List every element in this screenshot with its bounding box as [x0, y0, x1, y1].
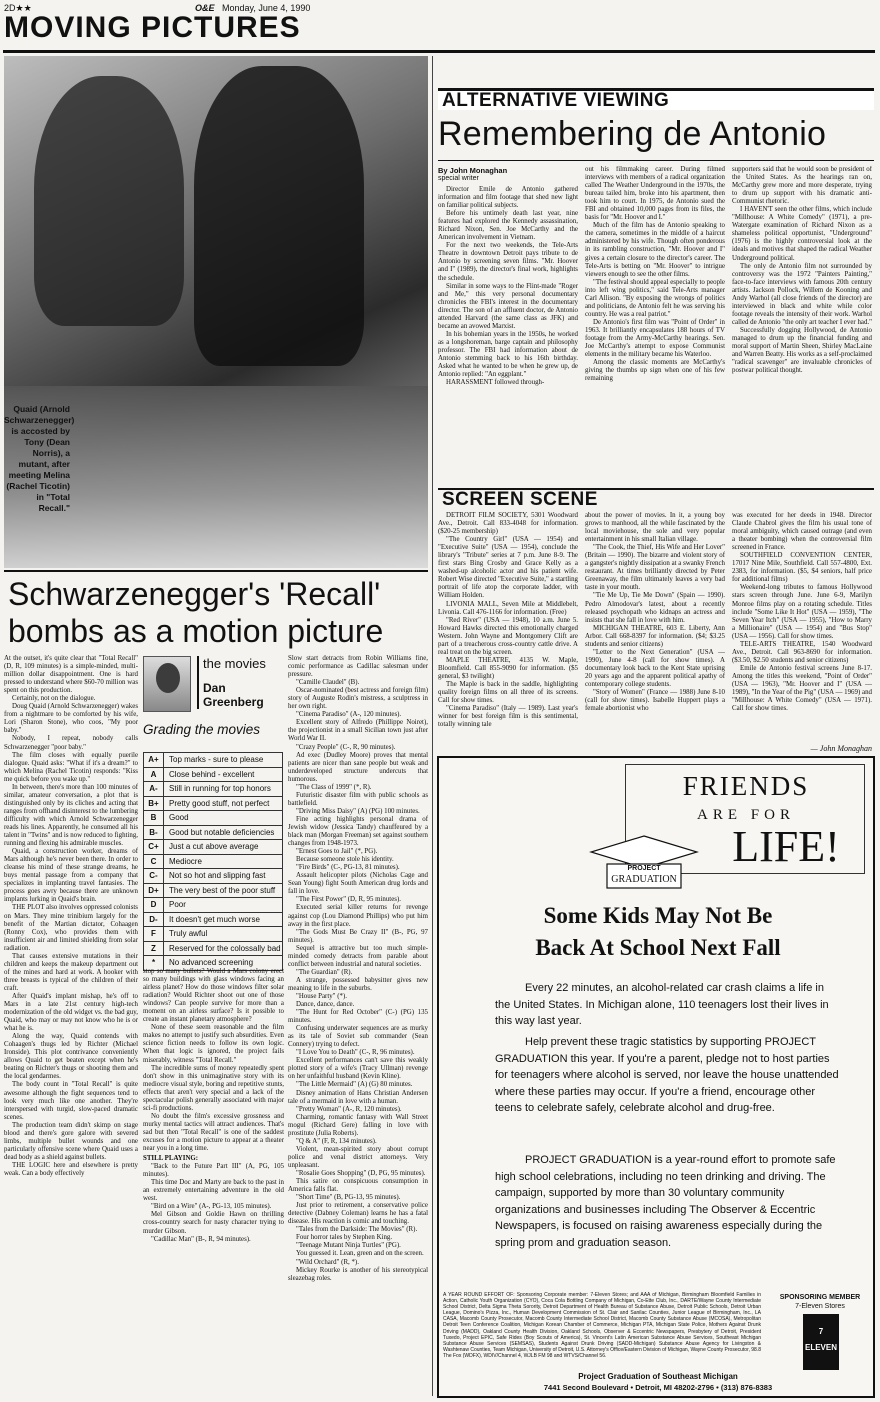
paragraph: Just prior to retirement, a conservative police detective (Dabney Coleman) learns he has a fatal disease. His reaction is comic and touching.	[288, 1202, 428, 1226]
screen-scene-title: SCREEN SCENE	[442, 489, 598, 510]
paragraph: supporters said that he would soon be president of the United States. As the hearings ran on, McCarthy grew more and more desperate, trying to drum up support with his dramatic anti-Communist rhetoric.	[732, 166, 872, 206]
grade-row	[144, 855, 282, 870]
logo-text: 7 ELEVEN	[804, 1327, 837, 1352]
paragraph: "The Guardian" (R).	[296, 968, 353, 976]
grade-row	[144, 913, 282, 928]
paragraph: out his filmmaking career. During filmed interviews with members of a radical organization called The Weather Underground in the 1970s, the bureau tailed him, broke into his apartment, then took him to court. In 1975, de Antonio sued the FBI and obtained 10,000 pages from its files, the basis for "Mr. Hoover and I."	[585, 166, 725, 222]
paragraph: The only de Antonio film not surrounded by controversy was the 1972 "Painters Painting," face-to-face interviews with famous 20th century artists. Jackson Pollock, Willem de Kooning and Andy Warhol (all close friends of the director) are interviewed in black and white while color footage reveals the intensity of their work. Warhol called de Antonio "the only art teacher I ever had."	[732, 262, 872, 326]
paragraph: MAPLE THEATRE, 4135 W. Maple, Bloomfield. Call 855-9090 for information. ($5 general, $3 twilight)	[438, 656, 578, 680]
paragraph: Because someone stole his identity.	[296, 856, 394, 864]
grade-description: The very best of the poor stuff	[169, 885, 276, 895]
paragraph: Nobody, I repeat, nobody calls Schwarzenegger "poor baby."	[4, 735, 138, 751]
paragraph: Assault helicopter pilots (Nicholas Cage and Sean Young) fight South American drug lords and fall in love.	[288, 872, 428, 896]
grade-letter: D	[144, 898, 164, 912]
paragraph: "House Party" (*).	[296, 992, 347, 1000]
paragraph: Confusing underwater sequences are as murky as its tale of Soviet sub commander (Sean Connery) trying to defect.	[288, 1025, 428, 1049]
screen-scene-column-1	[438, 512, 578, 752]
paragraph: about the power of movies. In it, a young boy grows to manhood, all the while fascinated by the local moviehouse, the sole and very popular entertainment in his small Italian village.	[585, 512, 725, 544]
columnist-head	[156, 663, 180, 693]
paragraph: "Bird on a Wire" (A-, PG-13, 105 minutes).	[151, 1203, 272, 1211]
paragraph: That causes extensive mutations in their children and keeps the makeup department out of the mines and hard at work. A hooker with three breasts is typical of the children of their craft.	[4, 952, 138, 992]
paragraph: "The First Power" (D, R, 95 minutes).	[296, 896, 401, 904]
paragraph: "The festival should appeal especially to people into left wing politics," said Tele-Arts manager Carl Allison. "By exposing the wrongs of politics and politicians, de Antonio felt he was serving his country. He was a real patriot."	[585, 278, 725, 318]
paragraph: "Driving Miss Daisy" (A) (PG) 100 minutes.	[296, 807, 420, 815]
paragraph: You guessed it. Lean, green and on the screen.	[296, 1250, 424, 1258]
paragraph: "Crazy People" (C-, R, 90 minutes).	[296, 743, 396, 751]
grade-description: Not so hot and slipping fast	[169, 871, 266, 881]
paragraph: Slow start detracts from Robin Williams fine, comic performance as Cadillac salesman under pressure.	[288, 655, 428, 679]
byline-text	[197, 656, 283, 709]
seven-eleven-logo	[803, 1314, 839, 1370]
paragraph: The body count in "Total Recall" is quite awesome although the fight sequences tend to look very much like one another. They're interspersed with turgid, slow-paced dramatic scenes.	[4, 1081, 138, 1121]
grade-description: Pretty good stuff, not perfect	[169, 798, 270, 808]
paragraph: In his bohemian years in the 1950s, he worked as a longshoreman, barge captain and philosophy professor. The FBI had information about de Antonio stemming back to his 16th birthday. Asked what he wanted to be when he grew up, de Antonio replied: "An eggplant."	[438, 330, 578, 379]
grade-letter: Z	[144, 942, 164, 956]
paragraph: "Rosalie Goes Shopping" (D, PG, 95 minutes).	[296, 1170, 426, 1177]
paragraph: Mickey Rourke is another of his stereotypical sleazebag roles.	[288, 1266, 428, 1282]
paragraph: None of these seem reasonable and the film makes no attempt to justify such absurdities. Even science fiction needs to follow its own logic. When that logic is ignored, the project fails miserably, witness "Total Recall."	[143, 1024, 284, 1064]
paragraph: TELE-ARTS THEATRE, 1540 Woodward Ave., Detroit. Call 963-8690 for information. ($3.50, $2.50 students and senior citizens)	[732, 640, 872, 664]
paragraph: The film closes with equally puerile dialogue. Quaid asks: "What if it's a dream?" to which Melina (Rachel Ticotin) responds: "Kiss me quick before you wake up."	[4, 751, 138, 783]
paragraph: "Short Time" (B, PG-13, 95 minutes).	[296, 1194, 401, 1202]
grade-letter: A+	[144, 753, 164, 767]
paragraph: "The Cook, the Thief, His Wife and Her Lover" (Britain — 1990). The bizarre and violent story of a gangster's nightly dissipation at a swanky French restaurant. At times brilliantly directed by Peter Greenaway, the film ultimately leaves a very bad taste in your mouth.	[585, 544, 725, 592]
byline-name1: Dan	[203, 681, 226, 695]
photo-figure-right	[194, 66, 364, 366]
review-column-1	[4, 655, 138, 1395]
photo-rule	[4, 570, 428, 572]
paragraph: "Q & A" (F, R, 134 minutes).	[296, 1137, 377, 1145]
paragraph: This satire on conspicuous consumption in America falls flat.	[288, 1178, 428, 1194]
paragraph: "Cinema Paradiso" (A-, 120 minutes).	[296, 711, 402, 719]
alt-viewing-bar	[438, 88, 874, 110]
alt-column-1	[438, 186, 578, 486]
paragraph: Executed serial killer returns for revenge against cop (Lou Diamond Phillips) who put him away in the first place.	[288, 904, 428, 928]
columnist-photo	[143, 656, 191, 712]
grade-row	[144, 898, 282, 913]
moving-pictures-title: MOVING PICTURES	[4, 11, 301, 44]
ad-headline-2: Back At School Next Fall	[535, 935, 781, 960]
ad-fine-print: A YEAR ROUND EFFORT OF: Sponsoring Corporate member: 7-Eleven Stores; and AAA of Michigan, Birmingham Bloomfield Families in Action, Catholic Youth Organization (CYO), Coca Cola Bottling Company of Michigan, Co-Ette Club, Inc., DARTE/Wayne County Intermediate School District, Delta Sigma Theta Sorority, Detroit Department of Health Bureau of Substance Abuse, Detroit Public Schools, Detroit Urban League, Domino's Pizza, Inc., Human Development Commission of St. Clair and Sanilac Counties, Junior League of Birmingham, Inc., LA CASA, Macomb County Prosecutor, Macomb County Intermediate School District, Macomb County Substance Abuse (MCOSA), Metropolitan Detroit Teen Conference Coalition, Michigan Korean Chamber of Commerce, Michigan PTA, Michigan State Police, Mothers Against Drunk Driving (MADD), Oakland County Health Division, Oakland Schools, Observer & Eccentric Newspapers, Presbytery of Detroit, President Tuxedo, Project EPIC, Safe Rides (Boy Scouts of America), St. Vincent's Latin American Substance Abuse Services, Southeast Michigan Substance Abuse Services (SEMSAS), Students Against Drunk Driving (SADD-Michigan) Substance Abuse Agency for Livingston & Washtenaw Counties, Team Michigan, University of Detroit, U.S. Attorney's Office/Eastern Division of Michigan, Wayne County Prosecutor, 98.8 The Fox (WDFX), WDIV/Channel 4, WJLB FM 98 and WTVS/Channel 56.	[443, 1292, 761, 1359]
grade-letter: B-	[144, 826, 164, 840]
grade-letter: A-	[144, 782, 164, 796]
grade-description: Just a cut above average	[169, 842, 259, 852]
paragraph: THE PLOT also involves oppressed colonists on Mars. They mine trinibium largely for the benefit of the Martian dictator, Cohaagen (Ronny Cox), who provides them with insufficient air and limited shielding from solar radiation.	[4, 904, 138, 952]
paragraph: Among the classic moments are McCarthy's giving the thumbs up sign when one of his few remaining	[585, 359, 725, 383]
grade-letter: B+	[144, 797, 164, 811]
paragraph: "Ernest Goes to Jail" (*, PG).	[296, 848, 378, 856]
ad-top-life: LIFE!	[732, 822, 840, 871]
paragraph: The production team didn't skimp on stage blood and there's gore galore with severed limbs, multiple bullet wounds and one particularly offensive scene where Quaid uses a dead body as a shield against bullets.	[4, 1121, 138, 1161]
grade-description: Truly awful	[169, 929, 208, 939]
grade-row	[144, 942, 282, 957]
paragraph: THE LOGIC here and elsewhere is pretty weak. Can a body effectively	[4, 1161, 138, 1177]
grade-description: Good but notable deficiencies	[169, 827, 275, 837]
paragraph: In between, there's more than 100 minutes of similar, amateur conversation, a plot that is distinguished only by its cliches and acting that ranges from offhand disinterest to the lumbering difficulty with which Arnold Schwarzenegger reads his lines. Apparently, he consumed all his talent in "Twins" and is now reduced to fighting, running and flexing his admirable muscles.	[4, 783, 138, 848]
paragraph: "Wild Orchard" (R, *).	[296, 1258, 359, 1266]
grade-row	[144, 811, 282, 826]
paragraph: Futuristic disaster film with public schools as battlefield.	[288, 791, 428, 807]
paragraph: The incredible sums of money repeatedly spent don't show in this unimaginative story with its mediocre visual style, boring and repetitive stunts, effects that aren't very special and a lack of the spectacular polish generally associated with major sci-fi productions.	[143, 1064, 284, 1112]
badge-line-1: PROJECT	[627, 865, 661, 872]
paragraph: "The Hunt for Red October" (C-) (PG) 135 minutes.	[288, 1009, 428, 1025]
paragraph: "Camille Claudel" (B).	[296, 679, 360, 687]
paragraph: Four horror tales by Stephen King.	[296, 1234, 393, 1242]
paragraph: After Quaid's implant mishap, he's off to Mars in a late 21st century high-tech modernization of the old widget vs. the bad guy, Quaid, who may or may not know who he is or what he is.	[4, 992, 138, 1033]
paragraph: Certainly, not on the dialogue.	[12, 695, 96, 703]
paragraph: A strange, possessed babysitter gives new meaning to life in the suburbs.	[288, 976, 428, 992]
grade-letter: D+	[144, 884, 164, 898]
photo-figure-left	[34, 76, 184, 326]
paragraph: "Red River" (USA — 1948), 10 a.m. June 5. Howard Hawks directed this emotionally charged Western. John Wayne and Montgomery Clift are part of a treacherous cross-country cattle drive. A real treat on the big screen.	[438, 616, 578, 656]
paragraph: No doubt the film's excessive grossness and murky mental tactics will attract audiences. That's sad but then "Total Recall" is one of the saddest excuses for a motion picture to appear at a theater near you in a long time.	[143, 1112, 284, 1153]
ad-headline-1: Some Kids May Not Be	[543, 903, 773, 928]
paragraph: Similar in some ways to the Flint-made "Roger and Me," this very personal documentary chronicles the FBI's interest in the documentary director. The son of an affluent doctor, de Antonio attended Harvard (the same class as JFK) and became an avowed Marxist.	[438, 282, 578, 330]
ad-footer-2: 7441 Second Boulevard • Detroit, MI 48202-2796 • (313) 876-8383	[543, 1383, 773, 1392]
page-number: 2D★★	[4, 3, 32, 13]
grade-description: Poor	[169, 900, 186, 910]
paragraph: "The Country Girl" (USA — 1954) and "Executive Suite" (USA — 1954), conclude the library's "Tribute" series at 7 p.m. June 8-9. The first stars Bing Crosby and Grace Kelly as a washed-up alcoholic actor and his patient wife. Robert Wise directed "Executive Suite," a startling portrait of life atop the corporate ladder, with William Holden.	[438, 536, 578, 600]
still-playing-column	[288, 655, 428, 1395]
grade-row	[144, 840, 282, 855]
recall-headline: Schwarzenegger's 'Recall' bombs as a motion picture	[8, 576, 384, 649]
paragraph: "Fire Birds" (C-, PG-13, 81 minutes).	[296, 864, 400, 872]
paragraph: HARASSMENT followed through-	[446, 379, 545, 387]
paragraph: Director Emile de Antonio gathered information and film footage that shed new light on familiar political subjects.	[438, 186, 578, 210]
paragraph: "Letter to the Next Generation" (USA — 1990), June 4-8 (call for show times). A documentary look back to the Kent State uprising 20 years ago and the apparent political apathy of contemporary college students.	[585, 648, 725, 688]
paragraph: Sequel is attractive but too much simple-minded comedy detracts from parable about conflict between industrial and natural societies.	[288, 944, 428, 968]
sponsoring-label: SPONSORING MEMBER	[779, 1294, 861, 1301]
ad-paragraph-3: PROJECT GRADUATION is a year-round effort to promote safe high school celebrations, including no teen drinking and driving. The campaign, supported by more than 30 voluntary community organizations and businesses including The Observer & Eccentric Newspapers, is focused on raising awareness especially during the spring prom and graduation season.	[495, 1154, 836, 1249]
byline-name2: Greenberg	[203, 695, 264, 709]
paragraph: Ad exec (Dudley Moore) proves that mental patients are nicer than sane people but weak and underdeveloped structure undercuts that humorous.	[288, 751, 428, 783]
grade-description: Close behind - excellent	[169, 769, 255, 779]
paragraph: Emile de Antonio festival screens June 8-17. Among the titles this weekend, "Point of Order" (USA — 1963), "Mr. Hoover and I" (USA — 1989), "In the Year of the Pig" (USA — 1969) and "Millhouse: A White Comedy" (USA — 1971). Call for show times.	[732, 664, 872, 713]
alt-byline-role: special writer	[438, 175, 479, 182]
paragraph: "The Class of 1999" (*, R).	[296, 783, 372, 791]
alt-headline: Remembering de Antonio	[438, 115, 827, 153]
paragraph: was executed for her deeds in 1948. Director Claude Chabrol gives the film his usual tone of moral ambiguity, which caused outrage (and even a theater bombing) when the controversial film screened in France.	[732, 512, 872, 552]
paragraph: SOUTHFIELD CONVENTION CENTER, 17017 Nine Mile, Southfield. Call 557-4800, Ext. 2383, for information. ($5, $4 seniors, half price for additional films)	[732, 552, 872, 584]
paragraph: Charming, romantic fantasy with Wall Street mogul (Richard Gere) falling in love with prostitute (Julia Roberts).	[288, 1113, 428, 1137]
paragraph: DETROIT FILM SOCIETY, 5301 Woodward Ave., Detroit. Call 833-4048 for information. ($20-25 membership)	[438, 512, 578, 536]
screen-scene-column-2	[585, 512, 725, 752]
still-playing-title: STILL PLAYING:	[143, 1155, 199, 1163]
paragraph: "The Little Mermaid" (A) (G) 80 minutes.	[296, 1081, 413, 1089]
paragraph: I HAVEN'T seen the other films, which include "Millhouse: A White Comedy" (1971), a pre-Watergate examination of Richard Nixon as a shameless political opportunist, "Underground" (1976) is the highly controversial look at the ideals and motives that shaped the radical Weather Underground political.	[732, 206, 872, 262]
alt-column-2	[585, 166, 725, 486]
grade-letter: F	[144, 927, 164, 941]
sponsoring-name: 7-Eleven Stores	[795, 1303, 845, 1310]
paragraph: "Pretty Woman" (A-, R, 120 minutes).	[296, 1105, 402, 1113]
paragraph: "Tales from the Darkside: The Movies" (R).	[296, 1226, 418, 1234]
alt-byline: By John Monaghan	[438, 166, 508, 175]
alt-rule	[438, 160, 874, 161]
screen-scene-column-3	[732, 512, 872, 742]
grade-letter: A	[144, 768, 164, 782]
paragraph: MICHIGAN THEATRE, 603 E. Liberty, Ann Arbor. Call 668-8397 for information. ($4; $3.25 students and senior citizens)	[585, 624, 725, 648]
paragraph: "Tie Me Up, Tie Me Down" (Spain — 1990). Pedro Almodovar's latest, about a recently released psychopath who kidnaps an actress and insists that she fall in love with him.	[585, 592, 725, 624]
ad-paragraph-2: Help prevent these tragic statistics by supporting PROJECT GRADUATION this year. If you're a parent, pledge not to host parties for teenagers where alcohol is served, nor leave the house unattended where these parties may occur. If you're a friend, encourage other teens to celebrate safely, celebrate alcohol and drug-free.	[495, 1036, 839, 1115]
project-graduation-ad	[437, 756, 875, 1398]
paragraph: Excellent story of Alfredo (Phillippe Noiret), the projectionist in a small Sicilian town just after World War II.	[288, 719, 428, 743]
graduation-badge	[589, 834, 699, 892]
paragraph: Successfully dogging Hollywood, de Antonio managed to drum up the financial funding and moral support of Martin Sheen, Shirley MacLaine and Warren Beatty. His works as a self-proclaimed "radical scavenger" are invaluable chronicles of postwar political thought.	[732, 326, 872, 375]
grade-letter: C	[144, 855, 164, 869]
grade-row	[144, 782, 282, 797]
grading-table	[143, 752, 283, 971]
grade-row	[144, 884, 282, 899]
paragraph: Dance, dance, dance.	[296, 1001, 355, 1009]
screen-scene-signoff: — John Monaghan	[810, 744, 872, 753]
grade-row	[144, 869, 282, 884]
paragraph: Mel Gibson and Goldie Hawn on thrilling cross-country search for nasty character trying to murder Gibson.	[143, 1211, 284, 1235]
page-divider	[432, 56, 433, 1396]
byline-label: the movies	[203, 656, 266, 671]
grade-row	[144, 797, 282, 812]
paragraph: For the next two weekends, the Tele-Arts Theatre in downtown Detroit pays tribute to de Antonio by screening seven films. "Mr. Hoover and I" (1989), the director's final work, highlights the schedule.	[438, 242, 578, 282]
grade-letter: *	[144, 956, 164, 970]
review-column-2	[143, 968, 284, 1398]
ad-footer-1: Project Graduation of Southeast Michigan	[578, 1372, 738, 1381]
screen-scene-bar	[438, 488, 874, 509]
paragraph: Much of the film has de Antonio speaking to the camera, sometimes in the middle of a haircut administered by his wife. Though often ponderous in its rambling construction, "Mr. Hoover and I" gives a certain closure to the director's career. The Tele-Arts is betting on "Mr. Hoover" to intrigue viewers enough to see the other films.	[585, 222, 725, 278]
alt-column-3	[732, 166, 872, 416]
grade-description: Mediocre	[169, 856, 202, 866]
grade-row	[144, 753, 282, 768]
paragraph: "Cinema Paradiso" (Italy — 1989). Last year's winner for best foreign film is this sentimental, totally winning tale	[438, 705, 578, 729]
grade-letter: B	[144, 811, 164, 825]
paragraph: "Cadillac Man" (B-, R, 94 minutes).	[151, 1235, 251, 1243]
paragraph: Fine acting highlights personal drama of Jewish widow (Jessica Tandy) chauffeured by a black man (Morgan Freeman) set against southern changes from 1948-1973.	[288, 815, 428, 848]
paragraph: "Teenage Mutant Ninja Turtles" (PG).	[296, 1242, 401, 1250]
paper-name: O&E	[195, 3, 215, 13]
paragraph: The Maple is back in the saddle, highlighting quality foreign films on all three of its screens. Call for show times.	[438, 680, 578, 705]
paragraph: "Story of Women" (France — 1988) June 8-10 (call for show times). Isabelle Huppert plays a female abortionist who	[585, 689, 725, 713]
grade-row	[144, 768, 282, 783]
ad-paragraph-1: Every 22 minutes, an alcohol-related car crash claims a life in the United States. In Michigan alone, 110 teenagers lost their lives in this way last year.	[495, 982, 829, 1027]
paragraph: Violent, mean-spirited story about corrupt police and venal district attorneys. Very unpleasant.	[288, 1145, 428, 1169]
paragraph: "The Gods Must Be Crazy II" (B-, PG, 97 minutes).	[288, 928, 428, 944]
paragraph: Quaid, a construction worker, dreams of Mars although he's never been there. In order to cleanse his mind of these strange dreams, he buys mental passage from a company that specializes in implanting travel fantasies. The process goes awry because there are unknown implants lurking in Quaid's brain.	[4, 848, 138, 904]
grade-row	[144, 826, 282, 841]
paragraph: De Antonio's first film was "Point of Order" in 1963. It brilliantly encapsulates 188 hours of TV footage from the Army-McCarthy hearings. Sen. Joe McCarthy's attempt to expose Communist elements in the military became his Waterloo.	[585, 318, 725, 359]
grade-description: Top marks - sure to please	[169, 755, 264, 765]
paragraph: Along the way, Quaid contends with Cohaagen's thugs led by Richter (Michael Ironside). This plot contrivance conveniently allows Quaid to get beaten except when he's beating on Richter's thugs or shooting them and the local gendarmes.	[4, 1033, 138, 1081]
grade-description: Good	[169, 813, 189, 823]
masthead-rule	[3, 50, 875, 53]
grade-description: It doesn't get much worse	[169, 914, 260, 924]
grade-letter: D-	[144, 913, 164, 927]
grade-letter: C-	[144, 869, 164, 883]
grade-description: No advanced screening	[169, 958, 254, 968]
paragraph: "Back to the Future Part III" (A, PG, 105 minutes).	[143, 1163, 284, 1179]
paragraph: LIVONIA MALL, Seven Mile at Middlebelt, Livonia. Call 476-1166 for information. (Free)	[438, 600, 578, 616]
ad-top-are-for: ARE FOR	[697, 807, 795, 823]
paragraph: At the outset, it's quite clear that "Total Recall" (D, R, 109 minutes) is a simple-minded, multi-million dollar disappointment. One is hard pressed to understand where $60-70 million was spent on this production.	[4, 655, 138, 695]
paragraph: "I Love You to Death" (C-, R, 96 minutes).	[296, 1049, 415, 1057]
alt-viewing-title: ALTERNATIVE VIEWING	[442, 90, 670, 111]
ad-top-friends: FRIENDS	[682, 771, 810, 801]
paragraph: Weekend-long tributes to famous Hollywood stars screen through June. June 6-9, Marilyn Monroe films play on a rotating schedule. Titles include "Some Like It Hot" (USA — 1959), "The Seven Year Itch" (USA — 1955), "How to Marry a Millionaire" (USA — 1954) and "Bus Stop" (USA — 1956). Call for show times.	[732, 584, 872, 640]
badge-line-2: GRADUATION	[611, 874, 677, 885]
grade-description: Still in running for top honors	[169, 784, 271, 794]
paragraph: Doug Quaid (Arnold Schwarzenegger) wakes from a nightmare to be comforted by his wife, Lori (Sharon Stone), who coos, "My poor baby."	[4, 703, 138, 735]
page-date: Monday, June 4, 1990	[222, 3, 311, 13]
paragraph: This time Doc and Marty are back to the past in an extremely entertaining adventure in the old west.	[143, 1179, 284, 1203]
paragraph: stop so many bullets? Would a Mars colony erect so many buildings with glass windows facing an airless planet? How do those windows filter solar radiation? Would Richter shoot out one of those windows? Can people survive for more than a moment on an airless surface? Is it possible to create an instant planetary atmosphere?	[143, 968, 284, 1024]
byline-box	[143, 656, 283, 751]
paragraph: Excellent performances can't save this weakly plotted story of a wife's (Tracy Ullman) revenge on her unfaithful husband (Kevin Kline).	[288, 1057, 428, 1081]
grade-row	[144, 927, 282, 942]
grade-letter: C+	[144, 840, 164, 854]
paragraph: Oscar-nominated (best actress and foreign film) story of Auguste Rodin's mistress, a sculptress in her own right.	[288, 687, 428, 711]
grade-description: Reserved for the colossally bad	[169, 943, 281, 953]
photo-caption: Quaid (Arnold Schwarzenegger) is accosted by Tony (Dean Norris), a mutant, after meeting Melina (Rachel Ticotin) in "Total Recall."	[4, 404, 75, 513]
grading-title: Grading the movies	[143, 722, 261, 737]
paragraph: Disney animation of Hans Christian Andersen tale of a mermaid in love with a human.	[288, 1089, 428, 1105]
paragraph: Before his untimely death last year, nine features had explored the Kennedy assassination, Richard Nixon, Sen. Joe McCarthy and the American involvement in Vietnam.	[438, 210, 578, 242]
